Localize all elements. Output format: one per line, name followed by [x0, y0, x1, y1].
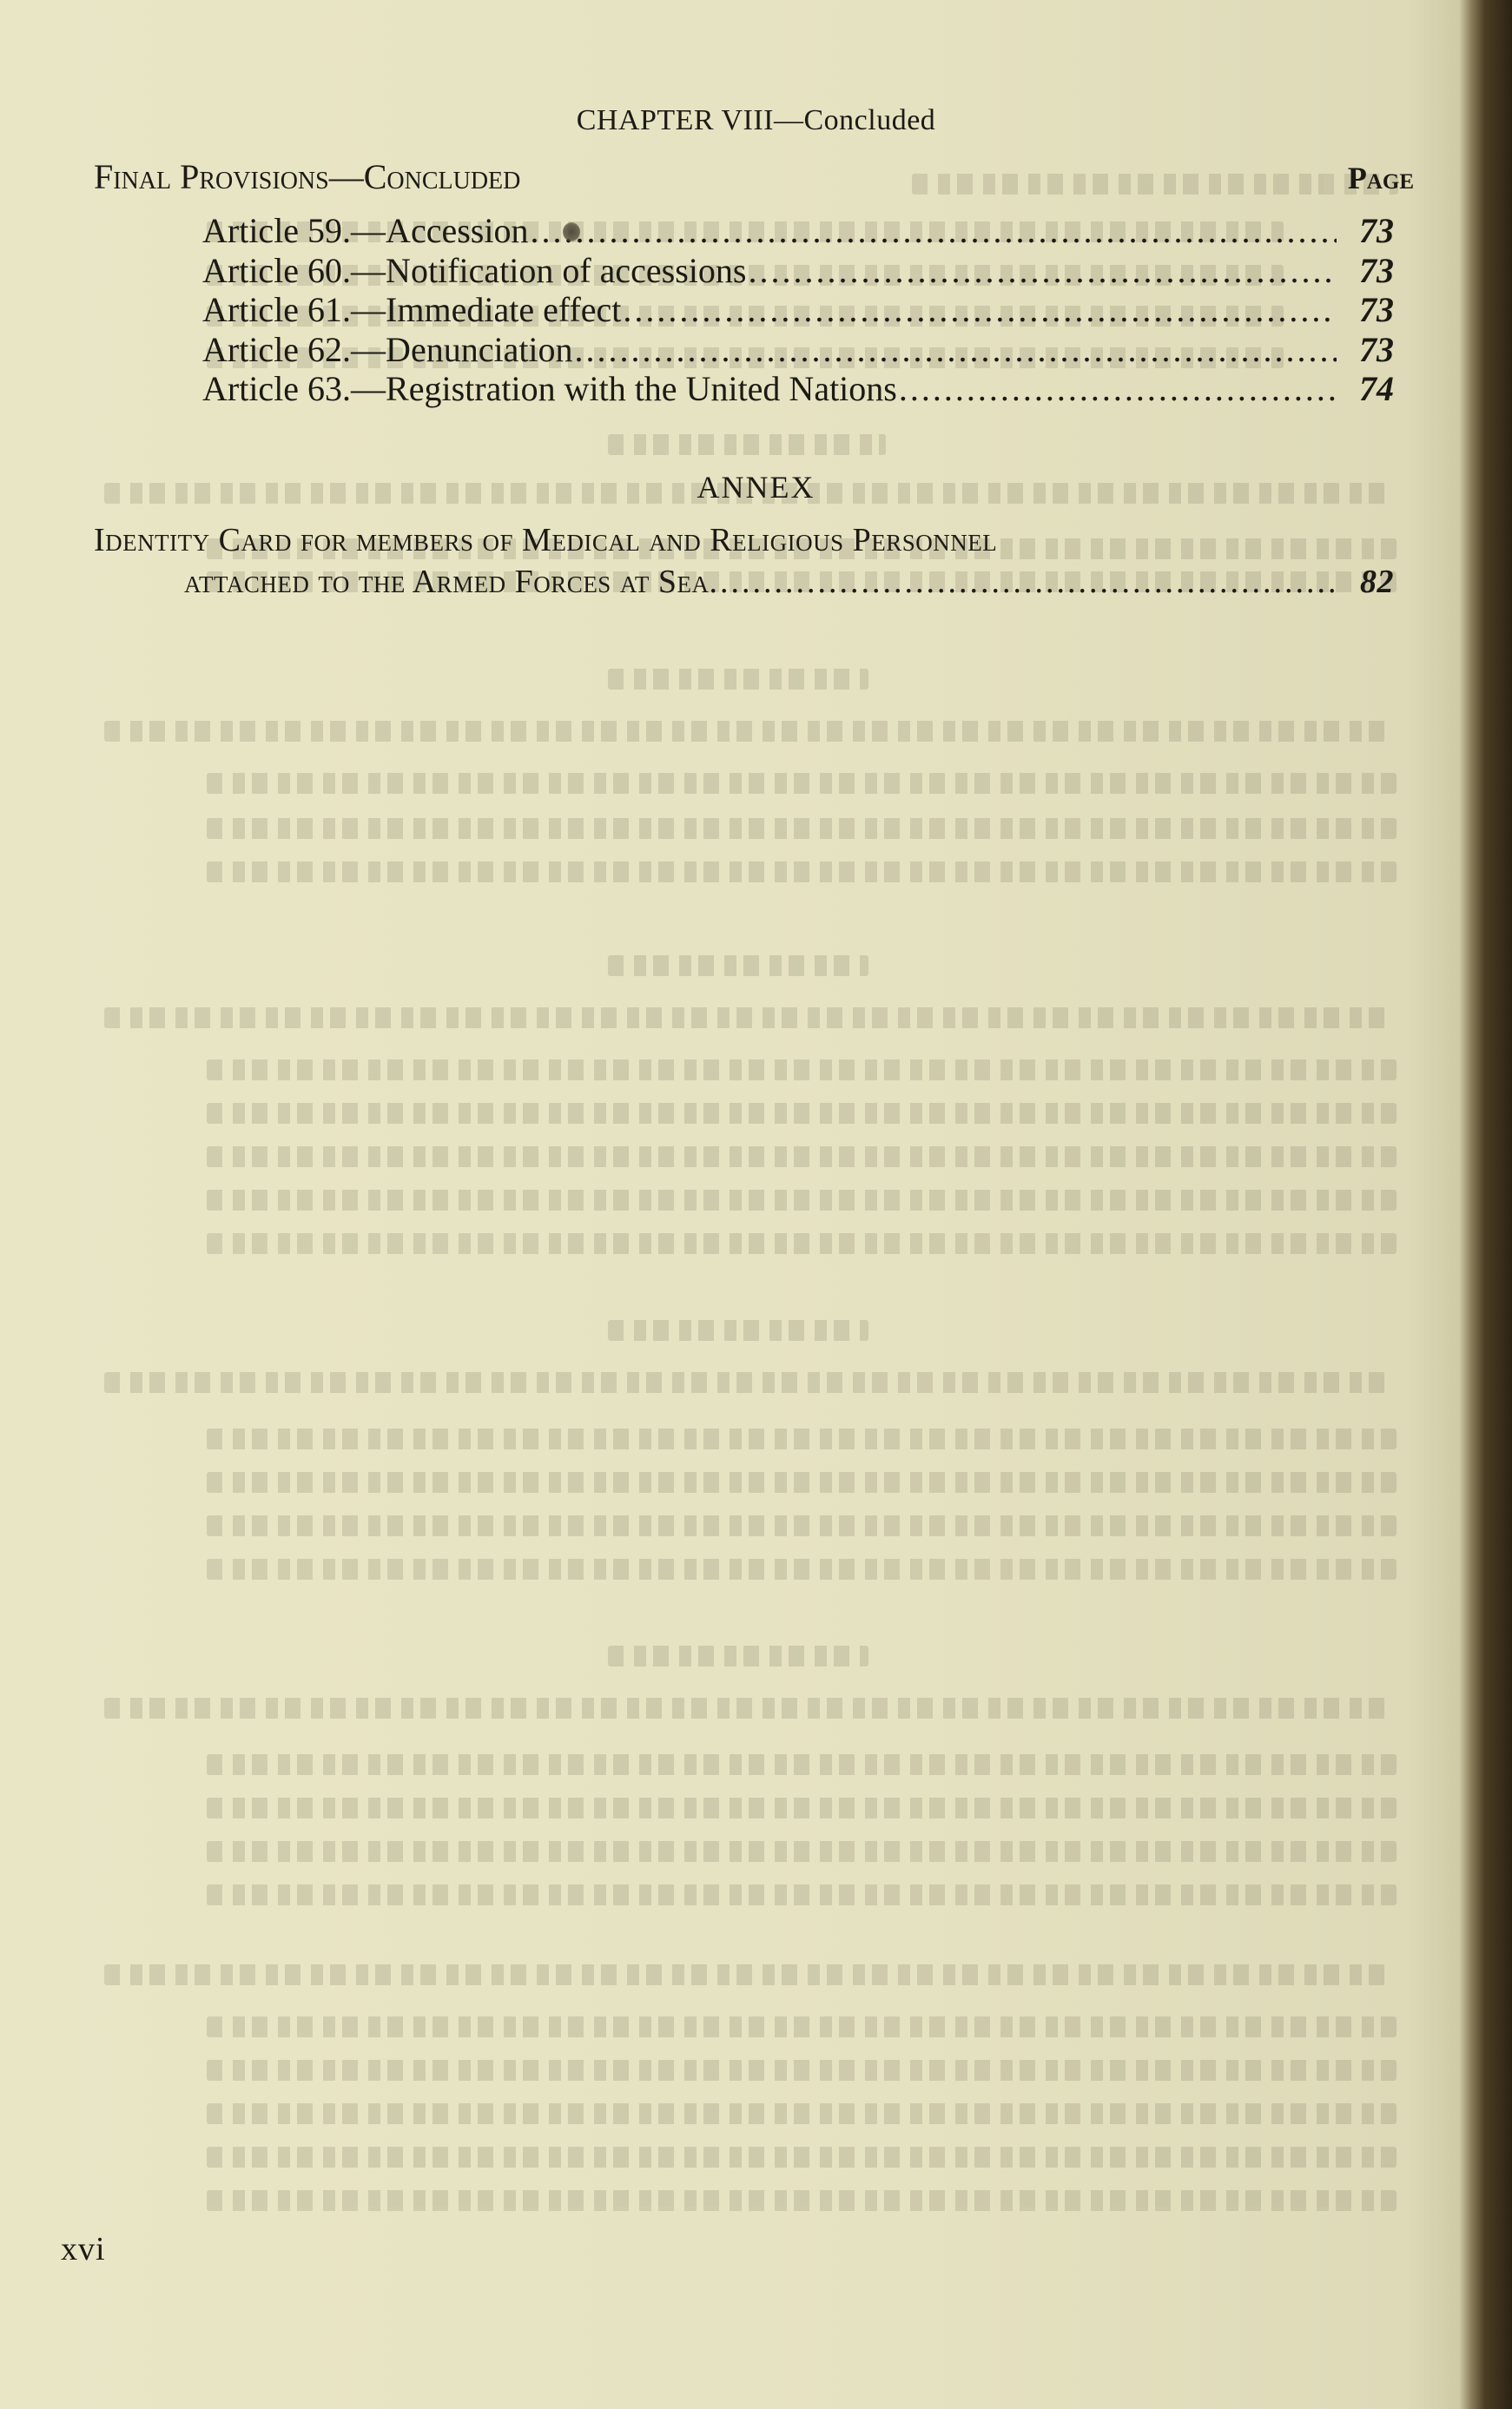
annex-page: 82 [1360, 564, 1394, 600]
chapter-title: CHAPTER VIII—Concluded [576, 104, 936, 136]
toc-entry [202, 330, 1394, 370]
annex-heading: ANNEX [697, 470, 815, 505]
toc-entry-page: 73 [1359, 211, 1394, 250]
annex-title-line2 [184, 563, 1394, 601]
table-of-contents [202, 211, 1394, 409]
ink-blot [563, 222, 580, 241]
toc-entry-page: 73 [1359, 290, 1394, 330]
page-column-label: Page [1347, 161, 1414, 195]
toc-entry-label: Article 62.—Denunciation [202, 329, 573, 369]
dot-leader [530, 211, 1337, 251]
toc-entry-label: Article 63.—Registration with the United Nations [202, 369, 897, 409]
toc-entry [202, 290, 1394, 330]
toc-entry-label: Article 59.—Accession [202, 211, 529, 250]
section-title: Final Provisions—Concluded [94, 157, 521, 196]
toc-entry [202, 369, 1394, 409]
toc-entry-label: Article 61.—Immediate effect [202, 290, 622, 330]
toc-entry-page: 73 [1359, 329, 1394, 369]
annex-title-line1: Identity Card for members of Medical and Religious Personnel [94, 522, 998, 558]
toc-entry [202, 251, 1394, 291]
page-folio: xvi [61, 2231, 106, 2267]
dot-leader [899, 369, 1337, 409]
toc-entry-page: 73 [1359, 250, 1394, 290]
dot-leader [709, 563, 1337, 601]
dot-leader [748, 251, 1337, 291]
section-header [94, 156, 1414, 200]
annex-title-line2-text: attached to the Armed Forces at Sea [184, 564, 710, 600]
toc-entry-page: 74 [1359, 369, 1394, 409]
toc-entry [202, 211, 1394, 251]
dot-leader [575, 330, 1337, 370]
dot-leader [623, 290, 1337, 330]
toc-entry-label: Article 60.—Notification of accessions [202, 250, 747, 290]
